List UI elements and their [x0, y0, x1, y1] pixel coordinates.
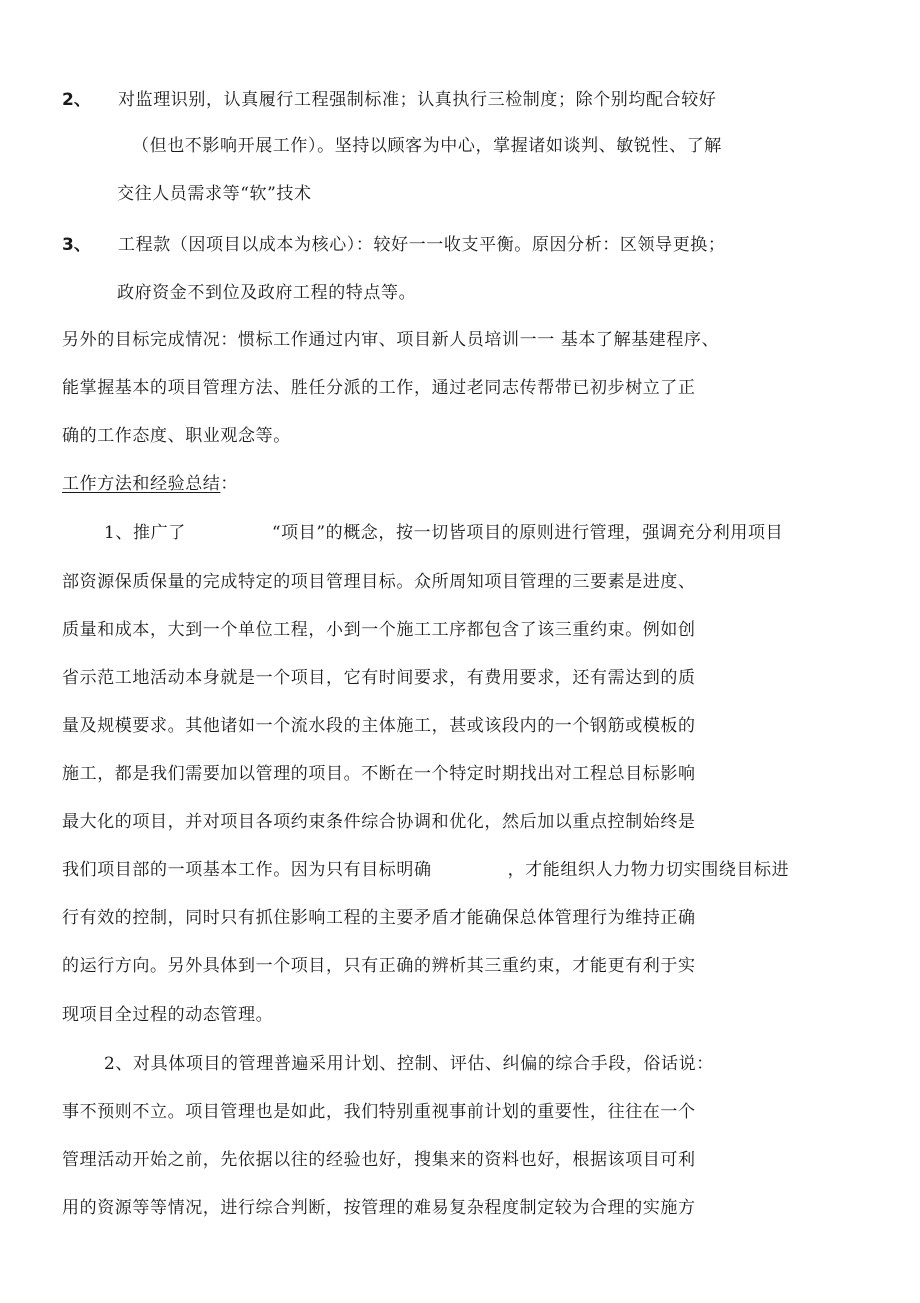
text-line: 部资源保质保量的完成特定的项目管理目标。众所周知项目管理的三要素是进度、	[62, 572, 696, 592]
text-line: 能掌握基本的项目管理方法、胜任分派的工作，通过老同志传帮带已初步树立了正	[62, 378, 696, 398]
item-number: 2、	[62, 90, 91, 110]
text-line: 政府资金不到位及政府工程的特点等。	[117, 283, 417, 303]
text-line: 施工，都是我们需要加以管理的项目。不断在一个特定时期找出对工程总目标影响	[62, 764, 696, 784]
text-line: 确的工作态度、职业观念等。	[62, 426, 291, 446]
text-segment: 我们项目部的一项基本工作。因为只有目标明确	[62, 860, 432, 880]
section-heading-colon: ：	[220, 474, 239, 494]
text-line: 质量和成本，大到一个单位工程，小到一个施工工序都包含了该三重约束。例如创	[62, 620, 696, 640]
text-line: 工程款（因项目以成本为核心）：较好一一收支平衡。原因分析：区领导更换；	[118, 235, 726, 255]
text-line: 对监理识别，认真履行工程强制标准；认真执行三检制度；除个别均配合较好	[118, 90, 717, 110]
text-line	[62, 858, 789, 882]
text-line: 事不预则不立。项目管理也是如此，我们特别重视事前计划的重要性，往往在一个	[62, 1102, 696, 1122]
text-line: 量及规模要求。其他诸如一个流水段的主体施工，甚或该段内的一个钢筋或模板的	[62, 716, 696, 736]
text-line: 行有效的控制，同时只有抓住影响工程的主要矛盾才能确保总体管理行为维持正确	[62, 908, 696, 928]
text-line: （但也不影响开展工作）。坚持以顾客为中心，掌握诸如谈判、敏锐性、了解	[132, 136, 722, 156]
text-line: 用的资源等等情况，进行综合判断，按管理的难易复杂程度制定较为合理的实施方	[62, 1198, 696, 1218]
paragraph-text: “项目”的概念，按一切皆项目的原则进行管理，强调充分利用项目	[271, 523, 784, 543]
text-segment: ，才能组织人力物力切实围绕目标进	[507, 860, 790, 880]
text-line: 管理活动开始之前，先依据以往的经验也好，搜集来的资料也好，根据该项目可利	[62, 1150, 696, 1170]
text-line: 的运行方向。另外具体到一个项目，只有正确的辨析其三重约束，才能更有利于实	[62, 956, 696, 976]
section-heading	[62, 472, 238, 496]
text-line: 省示范工地活动本身就是一个项目，它有时间要求，有费用要求，还有需达到的质	[62, 668, 696, 688]
text-line: 最大化的项目，并对项目各项约束条件综合协调和优化，然后加以重点控制始终是	[62, 812, 696, 832]
section-heading-text: 工作方法和经验总结	[62, 474, 221, 494]
paragraph-first-line: 2、对具体项目的管理普遍采用计划、控制、评估、纠偏的综合手段，俗话说：	[104, 1054, 714, 1074]
text-line: 现项目全过程的动态管理。	[62, 1005, 274, 1025]
paragraph-number: 1、推广了	[104, 523, 186, 543]
text-line: 另外的目标完成情况：惯标工作通过内审、项目新人员培训一一 基本了解基建程序、	[62, 330, 720, 350]
text-line: 交往人员需求等“软”技术	[117, 184, 312, 204]
paragraph-first-line	[104, 521, 783, 545]
item-number: 3、	[62, 235, 91, 255]
